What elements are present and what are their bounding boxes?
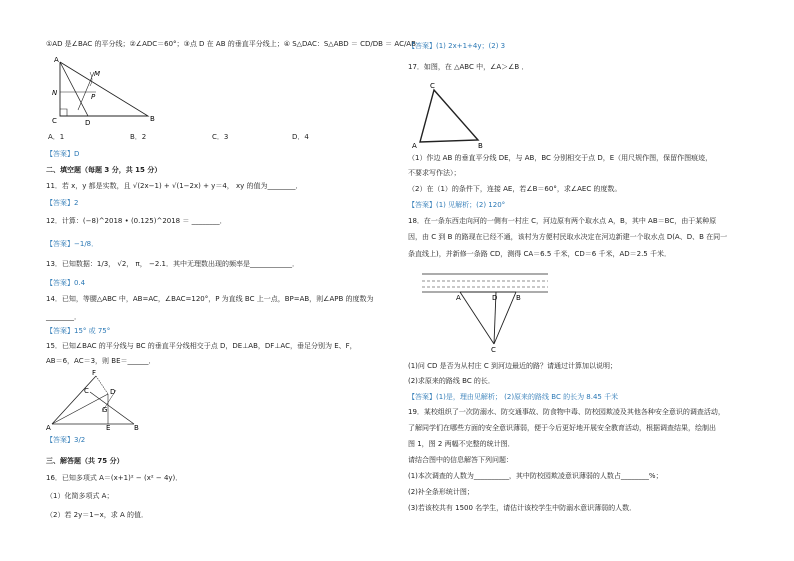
q15-line2: AB＝6，AC＝3，则 BE＝______． bbox=[46, 357, 156, 365]
fig15-label-c: C bbox=[84, 387, 89, 395]
fig17-label-a: A bbox=[412, 142, 417, 150]
section-2-title: 二、填空题（每题 3 分，共 15 分） bbox=[46, 166, 162, 174]
q17-part1: （1）作边 AB 的垂直平分线 DE，与 AB，BC 分别相交于点 D，E（用尺规作图，保留作图痕迹， bbox=[408, 154, 713, 162]
fig15-label-a: A bbox=[46, 424, 51, 430]
q18-line3: 条直线上)，并新修一条路 CD，测得 CA＝6.5 千米，CD＝6 千米，AD＝2.5 千米． bbox=[408, 250, 671, 258]
q17-answer: 【答案】(1) 见解析；(2) 120° bbox=[408, 201, 506, 209]
q17-part2: （2）在（1）的条件下，连接 AE，若∠B＝60°，求∠AEC 的度数。 bbox=[408, 185, 622, 193]
q16-part1: （1）化简多项式 A； bbox=[46, 492, 114, 500]
fig18-label-c: C bbox=[491, 346, 496, 354]
q17-text: 17．如图，在 △ABC 中，∠A＞∠B ． bbox=[408, 63, 529, 71]
q11-text: 11．若 x，y 都是实数，且 √(2x−1) + √(1−2x) + y＝4， xy 的值为________． bbox=[46, 182, 303, 190]
figure-q17 bbox=[412, 80, 488, 150]
fig15-label-f: F bbox=[92, 369, 97, 377]
fig10-label-b: B bbox=[150, 115, 155, 123]
q14-text: 14．已知，等腰△ABC 中，AB=AC，∠BAC=120°，P 为直线 BC 上一点，BP=AB，则∠APB 的度数为 bbox=[46, 295, 374, 303]
q19-line4: 请结合图中的信息解答下列问题： bbox=[408, 456, 513, 464]
q10-answer: 【答案】D bbox=[46, 150, 80, 158]
q12-text: 12．计算：(−8)^2018 • (0.125)^2018 ＝ ________． bbox=[46, 217, 227, 225]
section-3-title: 三、解答题（共 75 分） bbox=[46, 457, 124, 465]
q19-part2: (2)补全条形统计图； bbox=[408, 488, 474, 496]
q16-answer: 【答案】(1) 2x+1+4y；(2) 3 bbox=[408, 42, 506, 50]
q10-option-b: B．2 bbox=[130, 133, 147, 141]
fig17-label-b: B bbox=[478, 142, 483, 150]
fig10-label-a: A bbox=[54, 56, 59, 64]
fig10-label-m: M bbox=[94, 70, 101, 78]
q11-answer: 【答案】2 bbox=[46, 199, 79, 207]
fig15-label-g: G bbox=[102, 406, 108, 414]
q14-answer: 【答案】15° 或 75° bbox=[46, 327, 111, 335]
fig10-label-n: N bbox=[52, 89, 58, 97]
fig17-label-c: C bbox=[430, 82, 435, 90]
figure-q10 bbox=[52, 54, 164, 128]
q15-answer: 【答案】3/2 bbox=[46, 436, 86, 444]
q10-option-c: C．3 bbox=[212, 133, 229, 141]
fig10-label-c: C bbox=[52, 117, 57, 125]
q19-part3: (3)若该校共有 1500 名学生，请估计该校学生中防溺水意识薄弱的人数． bbox=[408, 504, 637, 512]
q10-statements: ①AD 是∠BAC 的平分线；②∠ADC＝60°；③点 D 在 AB 的垂直平分线上；④ S△DAC：S△ABD ＝ CD/DB ＝ AC/AB bbox=[46, 40, 416, 48]
q10-option-a: A．1 bbox=[48, 133, 65, 141]
q18-answer: 【答案】(1)是，理由见解析； (2)原来的路线 BC 的长为 8.45 千米 bbox=[408, 393, 619, 401]
fig10-label-d: D bbox=[85, 119, 91, 127]
fig10-label-p: P bbox=[91, 93, 96, 101]
q16-text: 16．已知多项式 A＝(x+1)² − (x² − 4y)． bbox=[46, 474, 183, 482]
q15-line1: 15．已知∠BAC 的平分线与 BC 的垂直平分线相交于点 D，DE⊥AB，DF⊥AC，垂足分别为 E、F， bbox=[46, 342, 357, 350]
q19-part1: (1)本次调查的人数为__________，其中防校园欺凌意识薄弱的人数占________%； bbox=[408, 472, 663, 480]
q19-line3: 图 1，图 2 两幅不完整的统计图． bbox=[408, 440, 515, 448]
q18-part2: (2)求原来的路线 BC 的长． bbox=[408, 377, 495, 385]
fig18-label-d: D bbox=[492, 294, 498, 302]
fig15-label-e: E bbox=[106, 424, 111, 430]
q18-line1: 18．在一条东西走向河的一侧有一村庄 C，河边原有两个取水点 A，B，其中 AB＝BC，由于某种原 bbox=[408, 217, 717, 225]
q12-answer: 【答案】−1/8． bbox=[46, 240, 99, 248]
figure-q18 bbox=[420, 268, 552, 354]
q17-part1-cont: 不要求写作法）； bbox=[408, 169, 461, 177]
q18-line2: 因，由 C 到 B 的路现在已经不通，该村为方便村民取水决定在河边新建一个取水点 D(A、D、B 在同一 bbox=[408, 233, 728, 241]
figure-q15 bbox=[46, 368, 142, 430]
q14-blank: ________． bbox=[46, 313, 81, 321]
q10-option-d: D．4 bbox=[292, 133, 309, 141]
q19-line1: 19．某校组织了一次防溺水、防交通事故、防食物中毒、防校园欺凌及其他各种安全意识的调查活动， bbox=[408, 408, 725, 416]
fig15-label-d: D bbox=[110, 388, 116, 396]
fig18-label-b: B bbox=[516, 294, 521, 302]
fig18-label-a: A bbox=[456, 294, 461, 302]
q13-text: 13．已知数据：1/3， √2， π， −2.1．其中无理数出现的频率是____________． bbox=[46, 260, 299, 268]
q16-part2: （2）若 2y＝1−x，求 A 的值． bbox=[46, 511, 148, 519]
fig15-label-b: B bbox=[134, 424, 139, 430]
q13-answer: 【答案】0.4 bbox=[46, 279, 86, 287]
q19-line2: 了解同学们在哪些方面的安全意识薄弱，便于今后更好地开展安全教育活动，根据调查结果，绘制出 bbox=[408, 424, 716, 432]
q18-part1: (1)问 CD 是否为从村庄 C 到河边最近的路？请通过计算加以说明； bbox=[408, 362, 617, 370]
